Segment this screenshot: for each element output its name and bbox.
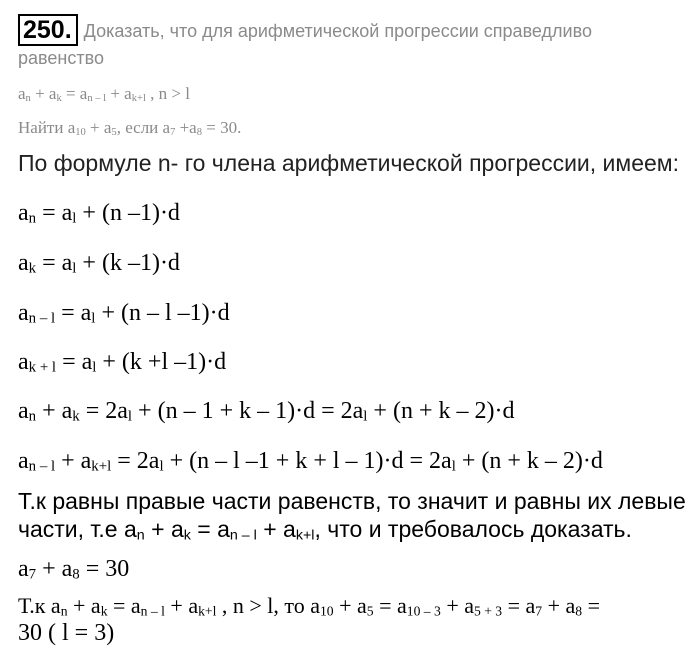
equation-6: $a_{n - l} + a_{k+l} = 2a_l + (n - l$ $-1 + k + l - 1)\cdot d = 2a_l + (n + k - 2)\cdot d$ bbox=[18, 448, 603, 475]
problem-statement-line1: Доказать, что для арифметической прогрессии справедливо bbox=[83, 21, 592, 41]
problem-statement-line2: равенство bbox=[18, 48, 104, 68]
given-equality: $a_7 + a_8 = 30$ bbox=[18, 556, 130, 583]
problem-number: 250. bbox=[18, 14, 78, 46]
final-line1: Т.к $a_n + a_k = a_{n - l} + a_{k+l}$ , n > l, то $a_{10} + a_5 = a_{10 - 3} + a_{5 + 3} = a_7 + a_8$ = bbox=[18, 593, 601, 619]
equation-4: $a_{k + l} = a_l + (k +l$ –1)·d bbox=[18, 349, 227, 376]
conclusion-line2: части, т.е $a_n + a_k = a_{n - l} + a_{k+l}$, что и требовалось доказать. bbox=[18, 516, 632, 544]
equation-1: $a_n = a_l + (n$ –1)·d bbox=[18, 200, 180, 227]
equation-3: $a_{n - l} = a_l + (n - l$ –1)·d bbox=[18, 300, 230, 327]
final-line2: 30 ( l = 3) bbox=[18, 620, 115, 646]
equation-5: $a_n + a_k = 2a_l + (n - 1 + k - 1)\cdot d = 2a_l + (n + k - 2)\cdot d$ bbox=[18, 398, 515, 425]
equation-2: $a_k = a_l + (k$ –1)·d bbox=[18, 250, 180, 277]
problem-header bbox=[18, 14, 592, 46]
solution-intro: По формуле n- го члена арифметической прогрессии, имеем: bbox=[18, 150, 680, 176]
problem-equality: $a_n + a_k = a_{n - l} + a_{k+l}$ , n > l bbox=[18, 84, 190, 104]
conclusion-line1: Т.к равны правые части равенств, то значит и равны их левые bbox=[18, 488, 686, 514]
problem-find: Найти $a_{10} + a_5$, если $a_7 +a_8 = 30$. bbox=[18, 118, 242, 138]
